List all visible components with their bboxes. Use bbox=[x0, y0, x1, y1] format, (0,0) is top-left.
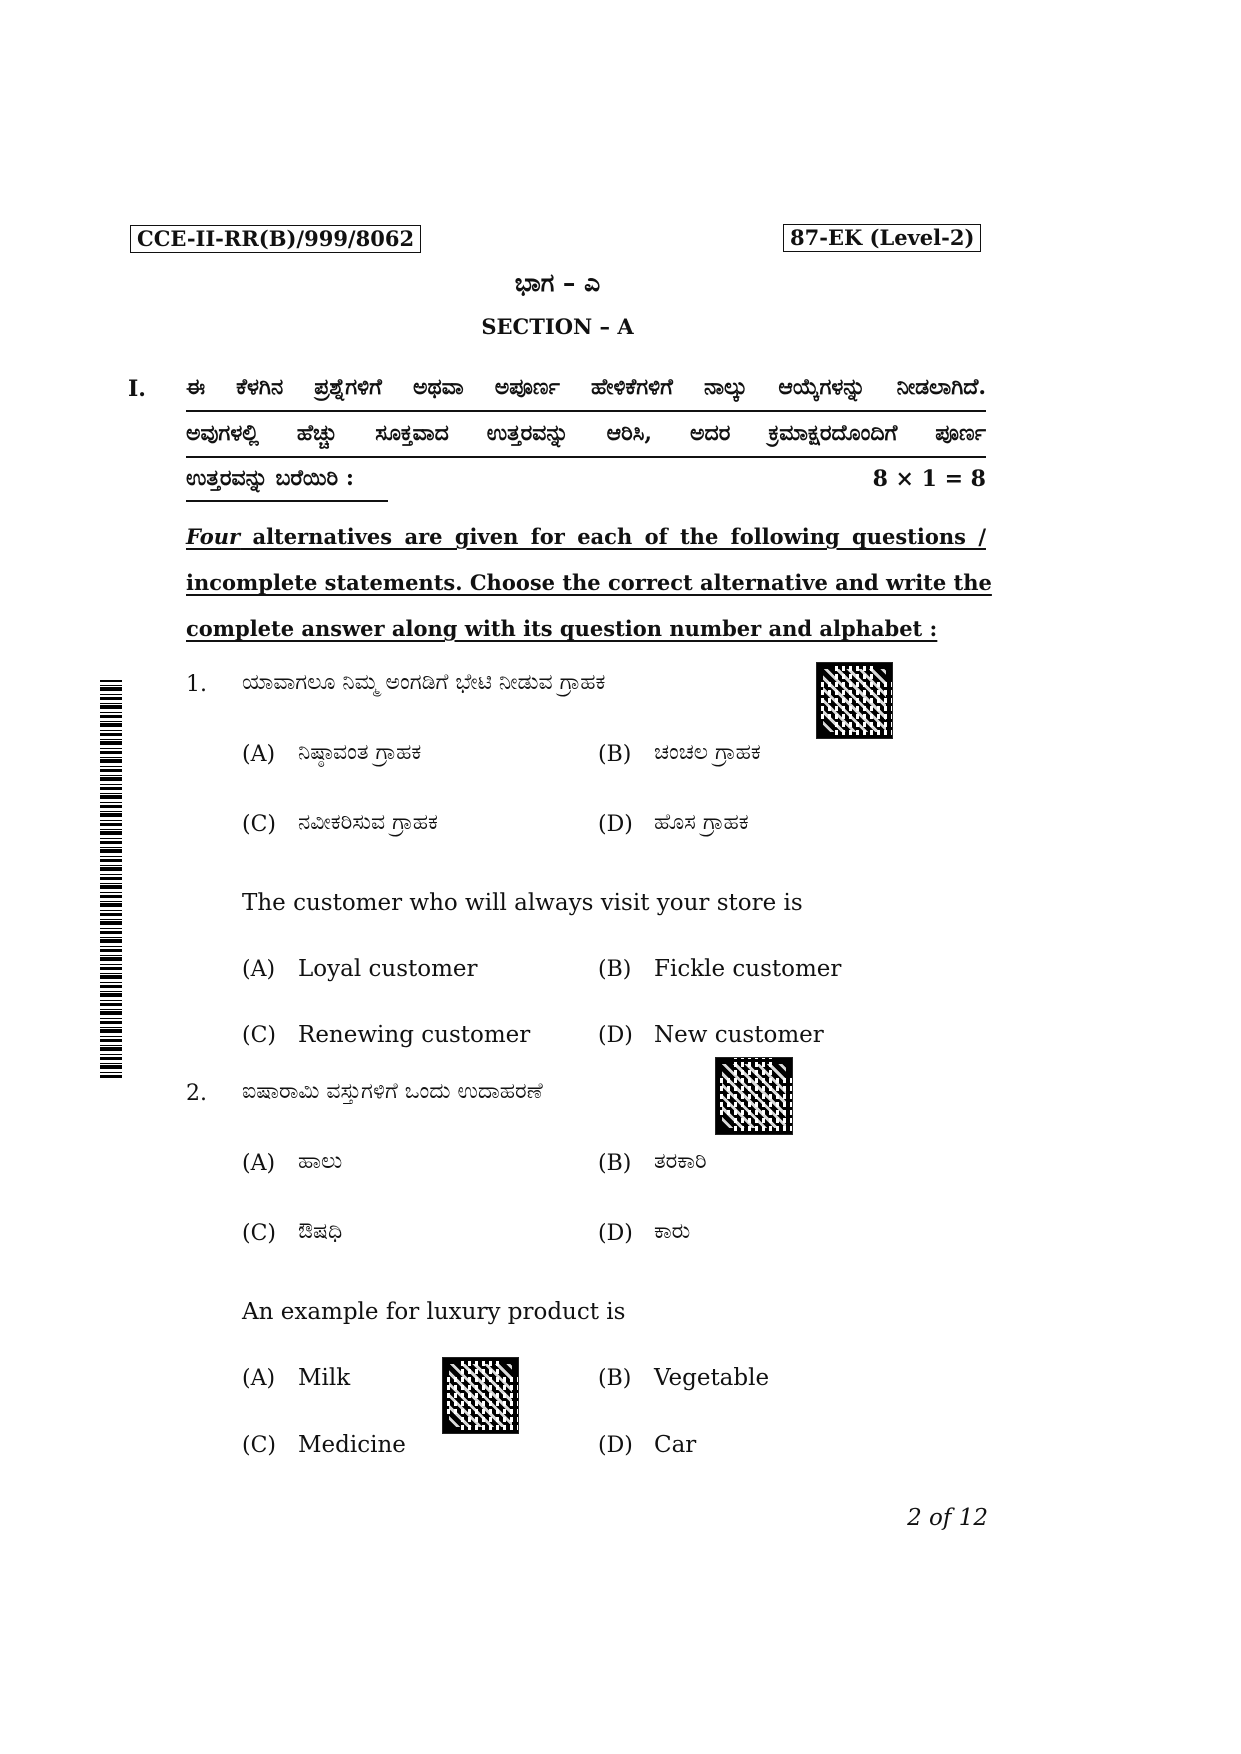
part-heading-kannada: ಭಾಗ – ಎ bbox=[514, 268, 601, 297]
paper-code-right: 87-EK (Level-2) bbox=[783, 224, 981, 252]
option-label: (B) bbox=[598, 1151, 632, 1176]
page-total: 12 bbox=[958, 1505, 988, 1531]
option-text-kannada: ನಿಷ್ಠಾವಂತ ಗ್ರಾಹಕ bbox=[298, 740, 422, 765]
instruction-english-line1 bbox=[186, 524, 986, 549]
marks-allocation: 8 × 1 = 8 bbox=[872, 466, 986, 492]
question-text-kannada: ಐಷಾರಾಮಿ ವಸ್ತುಗಳಿಗೆ ಒಂದು ಉದಾಹರಣೆ bbox=[242, 1079, 543, 1104]
option-text-english: Car bbox=[654, 1432, 697, 1458]
option-label: (D) bbox=[598, 812, 633, 837]
page-current: 2 bbox=[907, 1505, 922, 1531]
question-number: 1. bbox=[186, 672, 207, 697]
option-text-english: Fickle customer bbox=[654, 956, 842, 982]
instruction-english-line2: incomplete statements. Choose the correct alternative and write the bbox=[186, 570, 992, 595]
option-label: (C) bbox=[242, 1221, 276, 1246]
option-label: (A) bbox=[242, 1151, 276, 1176]
question-number: 2. bbox=[186, 1081, 207, 1106]
option-label: (C) bbox=[242, 1433, 276, 1458]
option-label: (D) bbox=[598, 1433, 633, 1458]
instruction-rule-2 bbox=[186, 456, 986, 458]
option-label: (B) bbox=[598, 742, 632, 767]
instruction-english-line3: complete answer along with its question number and alphabet : bbox=[186, 616, 938, 641]
option-label: (A) bbox=[242, 957, 276, 982]
option-text-english: Milk bbox=[298, 1365, 351, 1391]
option-text-english: Loyal customer bbox=[298, 956, 478, 982]
qr-code-image bbox=[716, 1058, 792, 1134]
option-text-kannada: ಚಂಚಲ ಗ್ರಾಹಕ bbox=[654, 740, 761, 765]
instruction-kannada-line1: ಈ ಕೆಳಗಿನ ಪ್ರಶ್ನೆಗಳಿಗೆ ಅಥವಾ ಅಪೂರ್ಣ ಹೇಳಿಕೆಗಳಿಗೆ ನಾಲ್ಕು ಆಯ್ಕೆಗಳನ್ನು ನೀಡಲಾಗಿದೆ. bbox=[186, 374, 986, 400]
option-label: (A) bbox=[242, 742, 276, 767]
instruction-rule-1 bbox=[186, 410, 986, 412]
option-text-english: Medicine bbox=[298, 1432, 406, 1458]
option-text-kannada: ತರಕಾರಿ bbox=[654, 1149, 707, 1174]
option-label: (B) bbox=[598, 957, 632, 982]
option-label: (C) bbox=[242, 812, 276, 837]
option-text-english: New customer bbox=[654, 1022, 824, 1048]
option-text-kannada: ಕಾರು bbox=[654, 1219, 691, 1244]
instruction-kannada-line3: ಉತ್ತರವನ್ನು ಬರೆಯಿರಿ : bbox=[186, 465, 354, 491]
option-label: (D) bbox=[598, 1023, 633, 1048]
instruction-kannada-line2: ಅವುಗಳಲ್ಲಿ ಹೆಚ್ಚು ಸೂಕ್ತವಾದ ಉತ್ತರವನ್ನು ಆರಿಸಿ, ಅದರ ಕ್ರಮಾಕ್ಷರದೊಂದಿಗೆ ಪೂರ್ಣ bbox=[186, 420, 986, 446]
instruction-rule-3 bbox=[186, 500, 388, 502]
page-of-word: of bbox=[929, 1505, 952, 1531]
qr-code-image bbox=[817, 663, 892, 738]
instruction-english-line1-rest: alternatives are given for each of the following questions / bbox=[240, 524, 986, 549]
option-text-kannada: ನವೀಕರಿಸುವ ಗ್ರಾಹಕ bbox=[298, 810, 438, 835]
option-text-english: Vegetable bbox=[654, 1365, 770, 1391]
option-label: (D) bbox=[598, 1221, 633, 1246]
section-heading: SECTION – A bbox=[481, 314, 634, 339]
qr-code-image bbox=[443, 1358, 518, 1433]
option-text-kannada: ಹೊಸ ಗ್ರಾಹಕ bbox=[654, 810, 749, 835]
question-text-english: The customer who will always visit your store is bbox=[242, 890, 803, 916]
option-label: (C) bbox=[242, 1023, 276, 1048]
instruction-emphasis: Four bbox=[186, 524, 241, 549]
question-text-english: An example for luxury product is bbox=[242, 1299, 626, 1325]
option-text-kannada: ಹಾಲು bbox=[298, 1149, 343, 1174]
page-number bbox=[880, 1505, 988, 1531]
side-barcode bbox=[100, 680, 122, 1078]
option-label: (B) bbox=[598, 1366, 632, 1391]
instruction-number: I. bbox=[128, 376, 146, 402]
option-text-english: Renewing customer bbox=[298, 1022, 531, 1048]
option-text-kannada: ಔಷಧಿ bbox=[298, 1219, 343, 1244]
question-text-kannada: ಯಾವಾಗಲೂ ನಿಮ್ಮ ಅಂಗಡಿಗೆ ಭೇಟಿ ನೀಡುವ ಗ್ರಾಹಕ bbox=[242, 670, 606, 695]
option-label: (A) bbox=[242, 1366, 276, 1391]
paper-code-left: CCE-II-RR(B)/999/8062 bbox=[130, 225, 421, 253]
